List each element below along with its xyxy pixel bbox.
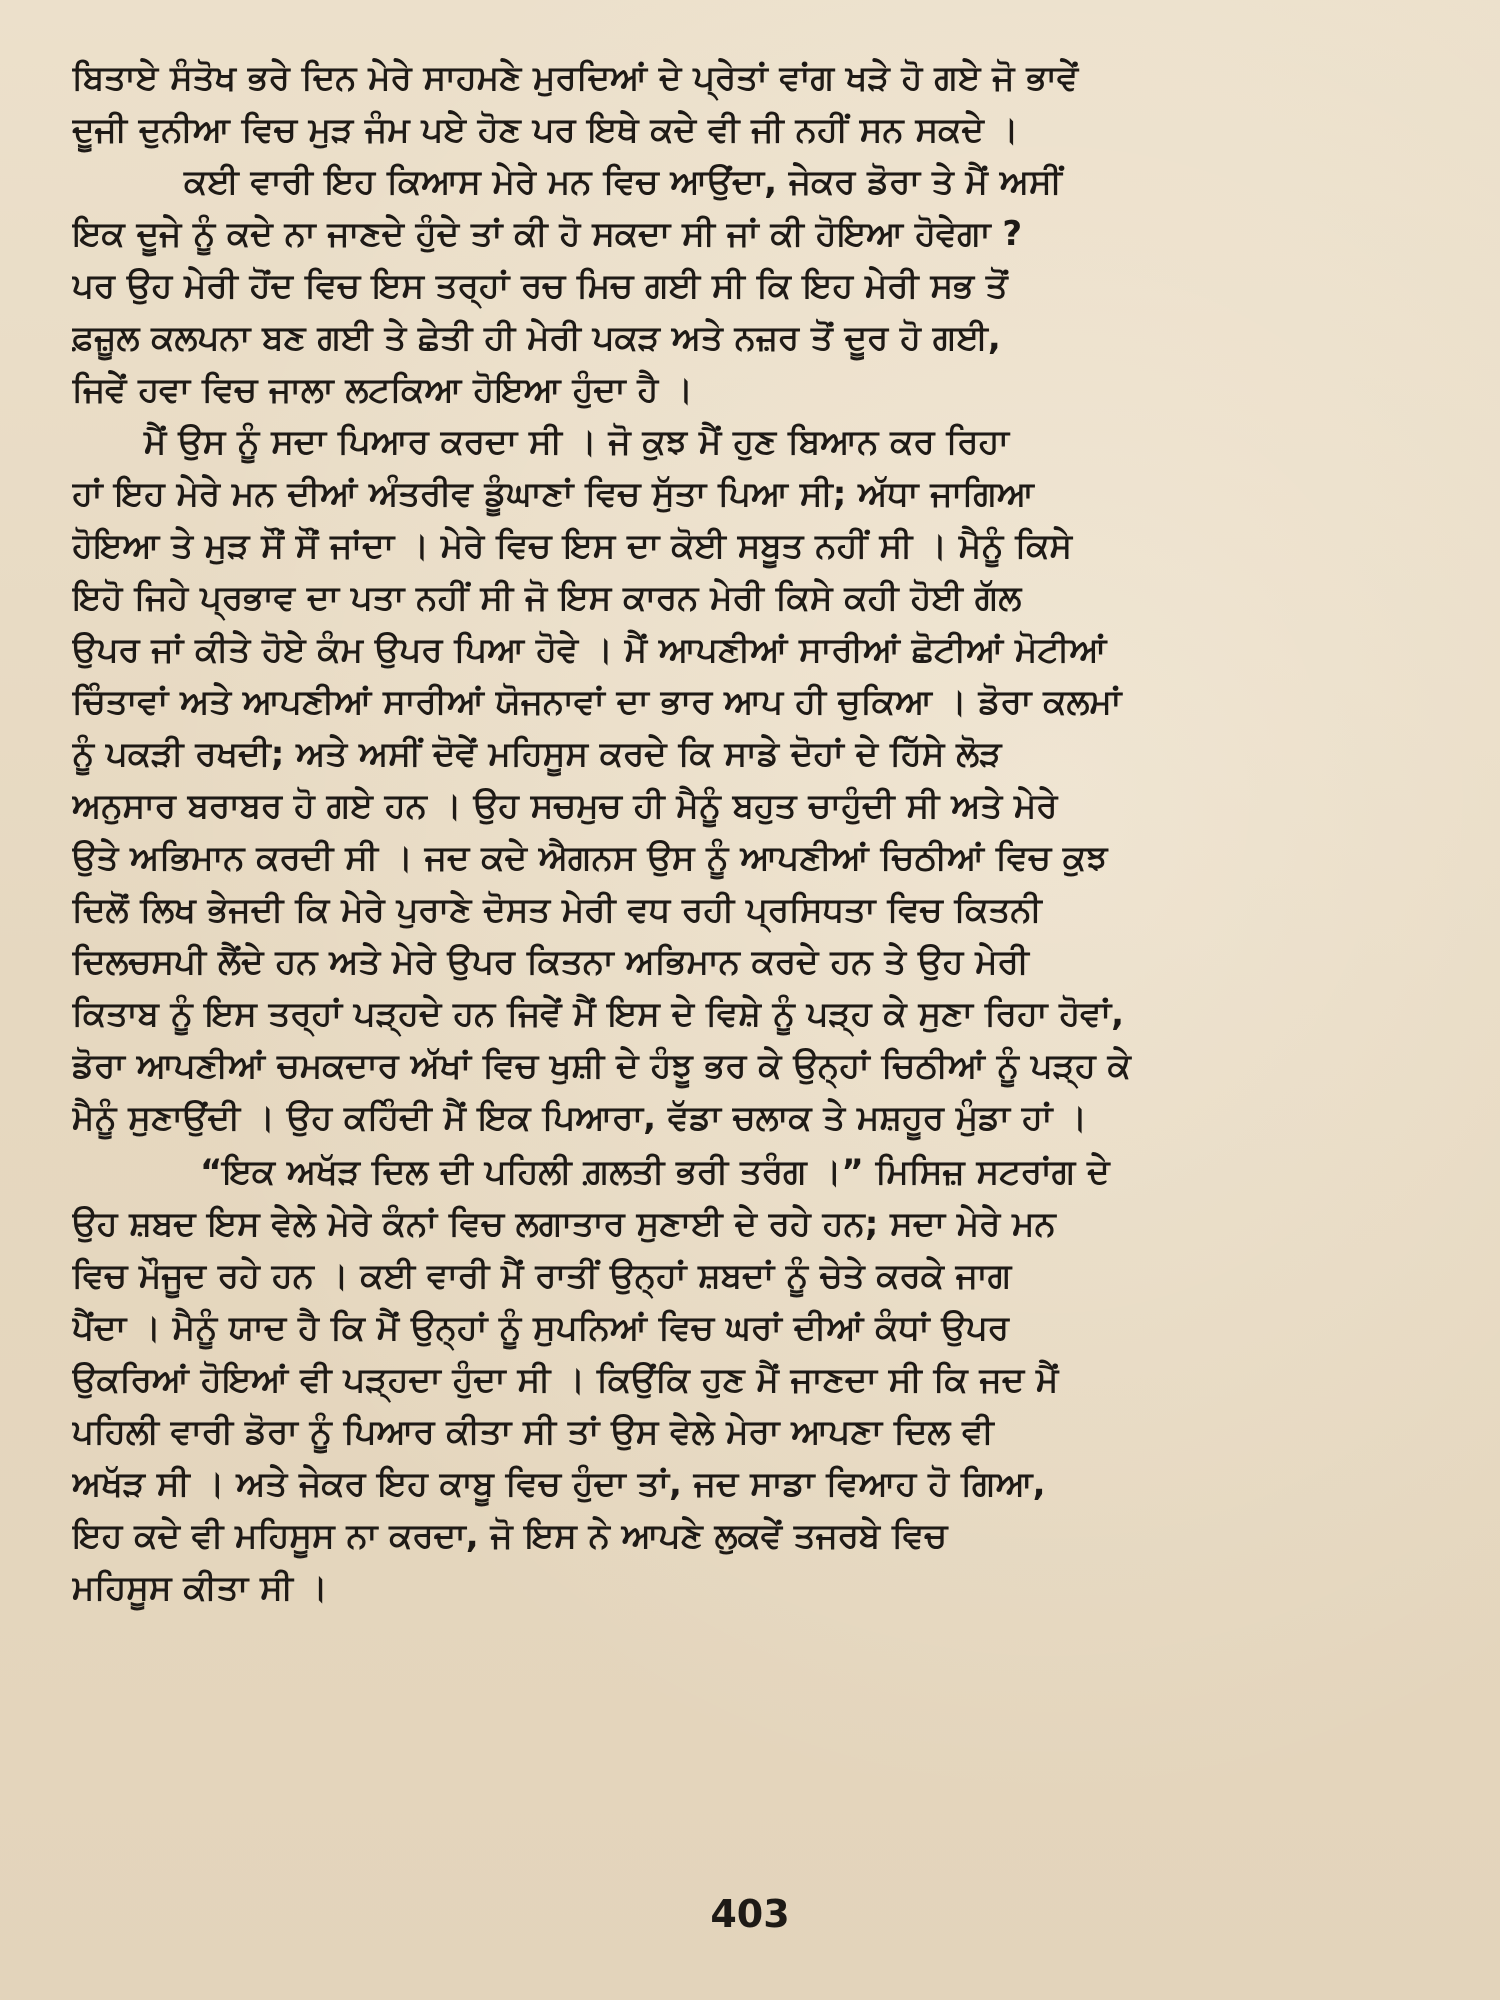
text-line: ਦਿਲੋਂ ਲਿਖ ਭੇਜਦੀ ਕਿ ਮੇਰੇ ਪੁਰਾਣੇ ਦੋਸਤ ਮੇਰੀ ਵਧ ਰਹੀ ਪ੍ਰਸਿਧਤਾ ਵਿਚ ਕਿਤਨੀ bbox=[72, 890, 1042, 930]
text-line: ਨੂੰ ਪਕੜੀ ਰਖਦੀ; ਅਤੇ ਅਸੀਂ ਦੋਵੇਂ ਮਹਿਸੂਸ ਕਰਦੇ ਕਿ ਸਾਡੇ ਦੋਹਾਂ ਦੇ ਹਿੱਸੇ ਲੋੜ bbox=[72, 734, 1002, 774]
text-line: ਇਹ ਕਦੇ ਵੀ ਮਹਿਸੂਸ ਨਾ ਕਰਦਾ, ਜੋ ਇਸ ਨੇ ਆਪਣੇ ਲੁਕਵੇਂ ਤਜਰਬੇ ਵਿਚ bbox=[72, 1516, 948, 1556]
text-line: ਬਿਤਾਏ ਸੰਤੋਖ ਭਰੇ ਦਿਨ ਮੇਰੇ ਸਾਹਮਣੇ ਮੁਰਦਿਆਂ ਦੇ ਪ੍ਰੇਤਾਂ ਵਾਂਗ ਖੜੇ ਹੋ ਗਏ ਜੋ ਭਾਵੇਂ bbox=[72, 58, 1079, 98]
text-line: ਡੋਰਾ ਆਪਣੀਆਂ ਚਮਕਦਾਰ ਅੱਖਾਂ ਵਿਚ ਖੁਸ਼ੀ ਦੇ ਹੰਝੂ ਭਰ ਕੇ ਉਨ੍ਹਾਂ ਚਿਠੀਆਂ ਨੂੰ ਪੜ੍ਹ ਕੇ bbox=[72, 1046, 1131, 1086]
text-line: ਵਿਚ ਮੌਜੂਦ ਰਹੇ ਹਨ । ਕਈ ਵਾਰੀ ਮੈਂ ਰਾਤੀਂ ਉਨ੍ਹਾਂ ਸ਼ਬਦਾਂ ਨੂੰ ਚੇਤੇ ਕਰਕੇ ਜਾਗ bbox=[72, 1256, 1012, 1296]
text-line: ਉਤੇ ਅਭਿਮਾਨ ਕਰਦੀ ਸੀ । ਜਦ ਕਦੇ ਐਗਨਸ ਉਸ ਨੂੰ ਆਪਣੀਆਂ ਚਿਠੀਆਂ ਵਿਚ ਕੁਝ bbox=[72, 838, 1108, 878]
text-line: ਇਕ ਦੂਜੇ ਨੂੰ ਕਦੇ ਨਾ ਜਾਣਦੇ ਹੁੰਦੇ ਤਾਂ ਕੀ ਹੋ ਸਕਦਾ ਸੀ ਜਾਂ ਕੀ ਹੋਇਆ ਹੋਵੇਗਾ ? bbox=[72, 214, 1023, 254]
text-line: ਦਿਲਚਸਪੀ ਲੈਂਦੇ ਹਨ ਅਤੇ ਮੇਰੇ ਉਪਰ ਕਿਤਨਾ ਅਭਿਮਾਨ ਕਰਦੇ ਹਨ ਤੇ ਉਹ ਮੇਰੀ bbox=[72, 942, 1029, 982]
text-line: ਪੈਂਦਾ । ਮੈਨੂੰ ਯਾਦ ਹੈ ਕਿ ਮੈਂ ਉਨ੍ਹਾਂ ਨੂੰ ਸੁਪਨਿਆਂ ਵਿਚ ਘਰਾਂ ਦੀਆਂ ਕੰਧਾਂ ਉਪਰ bbox=[72, 1308, 1009, 1348]
text-line: ਚਿੰਤਾਵਾਂ ਅਤੇ ਆਪਣੀਆਂ ਸਾਰੀਆਂ ਯੋਜਨਾਵਾਂ ਦਾ ਭਾਰ ਆਪ ਹੀ ਚੁਕਿਆ । ਡੋਰਾ ਕਲਮਾਂ bbox=[72, 682, 1122, 722]
text-line: ਦੂਜੀ ਦੁਨੀਆ ਵਿਚ ਮੁੜ ਜੰਮ ਪਏ ਹੋਣ ਪਰ ਇਥੇ ਕਦੇ ਵੀ ਜੀ ਨਹੀਂ ਸਨ ਸਕਦੇ । bbox=[72, 110, 1019, 150]
text-line: ਉਕਰਿਆਂ ਹੋਇਆਂ ਵੀ ਪੜ੍ਹਦਾ ਹੁੰਦਾ ਸੀ । ਕਿਉਂਕਿ ਹੁਣ ਮੈਂ ਜਾਣਦਾ ਸੀ ਕਿ ਜਦ ਮੈਂ bbox=[72, 1360, 1059, 1400]
page-number: 403 bbox=[710, 1892, 790, 1936]
paragraph-start-line: ਮੈਂ ਉਸ ਨੂੰ ਸਦਾ ਪਿਆਰ ਕਰਦਾ ਸੀ । ਜੋ ਕੁਝ ਮੈਂ ਹੁਣ ਬਿਆਨ ਕਰ ਰਿਹਾ bbox=[144, 422, 1009, 462]
text-line: ਜਿਵੇਂ ਹਵਾ ਵਿਚ ਜਾਲਾ ਲਟਕਿਆ ਹੋਇਆ ਹੁੰਦਾ ਹੈ । bbox=[72, 370, 694, 410]
text-line: ਹੋਇਆ ਤੇ ਮੁੜ ਸੌਂ ਸੌਂ ਜਾਂਦਾ । ਮੇਰੇ ਵਿਚ ਇਸ ਦਾ ਕੋਈ ਸਬੂਤ ਨਹੀਂ ਸੀ । ਮੈਨੂੰ ਕਿਸੇ bbox=[72, 526, 1073, 566]
text-line: ਉਪਰ ਜਾਂ ਕੀਤੇ ਹੋਏ ਕੰਮ ਉਪਰ ਪਿਆ ਹੋਵੇ । ਮੈਂ ਆਪਣੀਆਂ ਸਾਰੀਆਂ ਛੋਟੀਆਂ ਮੋਟੀਆਂ bbox=[72, 630, 1107, 670]
text-line: ਅਨੁਸਾਰ ਬਰਾਬਰ ਹੋ ਗਏ ਹਨ । ਉਹ ਸਚਮੁਚ ਹੀ ਮੈਨੂੰ ਬਹੁਤ ਚਾਹੁੰਦੀ ਸੀ ਅਤੇ ਮੇਰੇ bbox=[72, 786, 1058, 826]
text-line: ਇਹੋ ਜਿਹੇ ਪ੍ਰਭਾਵ ਦਾ ਪਤਾ ਨਹੀਂ ਸੀ ਜੋ ਇਸ ਕਾਰਨ ਮੇਰੀ ਕਿਸੇ ਕਹੀ ਹੋਈ ਗੱਲ bbox=[72, 578, 1022, 618]
text-line: ਅਖੱੜ ਸੀ । ਅਤੇ ਜੇਕਰ ਇਹ ਕਾਬੂ ਵਿਚ ਹੁੰਦਾ ਤਾਂ, ਜਦ ਸਾਡਾ ਵਿਆਹ ਹੋ ਗਿਆ, bbox=[72, 1464, 1046, 1504]
text-line: ਮਹਿਸੂਸ ਕੀਤਾ ਸੀ । bbox=[72, 1568, 328, 1608]
text-line: ਪਹਿਲੀ ਵਾਰੀ ਡੋਰਾ ਨੂੰ ਪਿਆਰ ਕੀਤਾ ਸੀ ਤਾਂ ਉਸ ਵੇਲੇ ਮੇਰਾ ਆਪਣਾ ਦਿਲ ਵੀ bbox=[72, 1412, 994, 1452]
text-line: ਮੈਨੂੰ ਸੁਣਾਉਂਦੀ । ਉਹ ਕਹਿੰਦੀ ਮੈਂ ਇਕ ਪਿਆਰਾ, ਵੱਡਾ ਚਲਾਕ ਤੇ ਮਸ਼ਹੂਰ ਮੁੰਡਾ ਹਾਂ । bbox=[72, 1098, 1088, 1138]
text-line: ਪਰ ਉਹ ਮੇਰੀ ਹੋਂਦ ਵਿਚ ਇਸ ਤਰ੍ਹਾਂ ਰਚ ਮਿਚ ਗਈ ਸੀ ਕਿ ਇਹ ਮੇਰੀ ਸਭ ਤੋਂ bbox=[72, 266, 1008, 306]
text-line: ਹਾਂ ਇਹ ਮੇਰੇ ਮਨ ਦੀਆਂ ਅੰਤਰੀਵ ਡੂੰਘਾਣਾਂ ਵਿਚ ਸੁੱਤਾ ਪਿਆ ਸੀ; ਅੱਧਾ ਜਾਗਿਆ bbox=[72, 474, 1034, 514]
text-line: ਫ਼ਜ਼ੂਲ ਕਲਪਨਾ ਬਣ ਗਈ ਤੇ ਛੇਤੀ ਹੀ ਮੇਰੀ ਪਕੜ ਅਤੇ ਨਜ਼ਰ ਤੋਂ ਦੂਰ ਹੋ ਗਈ, bbox=[72, 318, 1001, 358]
text-line: ਉਹ ਸ਼ਬਦ ਇਸ ਵੇਲੇ ਮੇਰੇ ਕੰਨਾਂ ਵਿਚ ਲਗਾਤਾਰ ਸੁਣਾਈ ਦੇ ਰਹੇ ਹਨ; ਸਦਾ ਮੇਰੇ ਮਨ bbox=[72, 1204, 1056, 1244]
paragraph-start-line: ਕਈ ਵਾਰੀ ਇਹ ਕਿਆਸ ਮੇਰੇ ਮਨ ਵਿਚ ਆਉਂਦਾ, ਜੇਕਰ ਡੋਰਾ ਤੇ ਮੈਂ ਅਸੀਂ bbox=[184, 162, 1062, 202]
paragraph-start-line: “ਇਕ ਅਖੱੜ ਦਿਲ ਦੀ ਪਹਿਲੀ ਗ਼ਲਤੀ ਭਰੀ ਤਰੰਗ ।” ਮਿਸਿਜ਼ ਸਟਰਾਂਗ ਦੇ bbox=[200, 1152, 1110, 1192]
text-line: ਕਿਤਾਬ ਨੂੰ ਇਸ ਤਰ੍ਹਾਂ ਪੜ੍ਹਦੇ ਹਨ ਜਿਵੇਂ ਮੈਂ ਇਸ ਦੇ ਵਿਸ਼ੇ ਨੂੰ ਪੜ੍ਹ ਕੇ ਸੁਣਾ ਰਿਹਾ ਹੋਵਾਂ, bbox=[72, 994, 1124, 1034]
